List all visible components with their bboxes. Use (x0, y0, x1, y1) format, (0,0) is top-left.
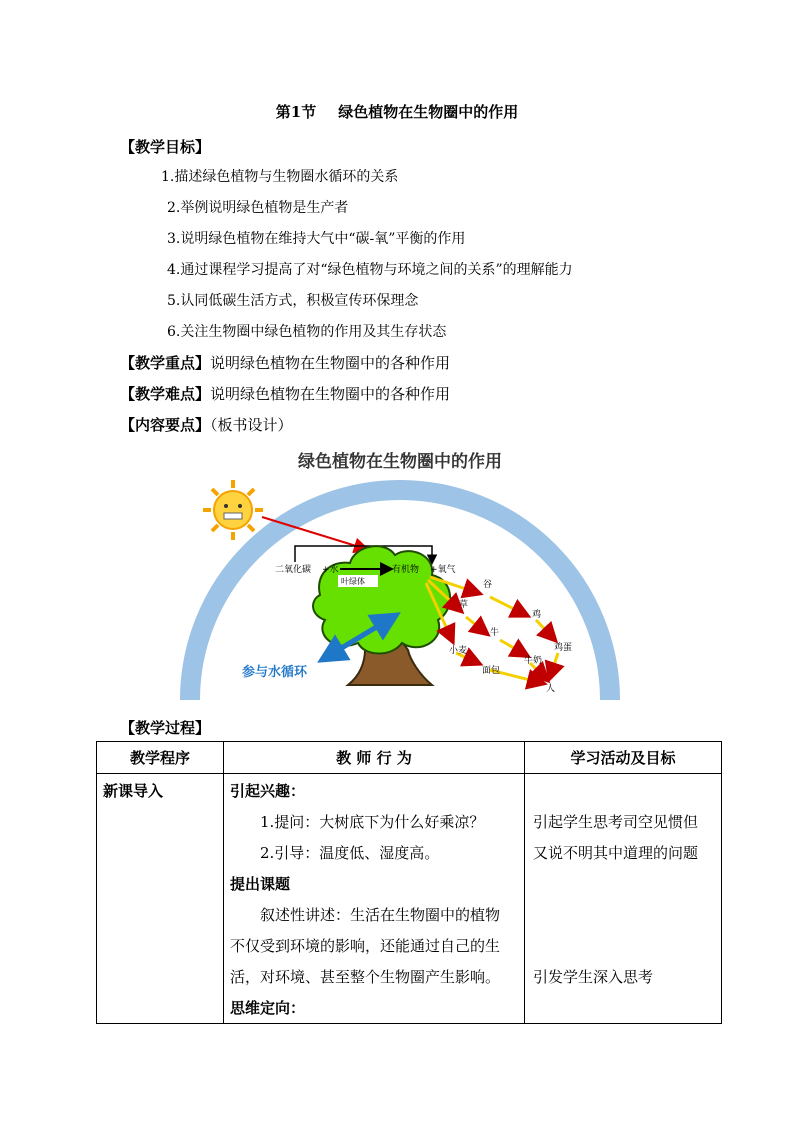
organic-label: 有机物 (392, 565, 420, 575)
difficulties-text: 说明绿色植物在生物圈中的各种作用 (210, 385, 451, 403)
sun-icon (203, 480, 263, 540)
objective-2: 2.举例说明绿色植物是生产者 (167, 200, 349, 216)
diagram-title: 绿色植物在生物圈中的作用 (298, 452, 502, 472)
student-goal-3: 引发学生深入思考 (533, 968, 654, 986)
column-header-teacher: 教 师 行 为 (224, 742, 525, 774)
wheat-label: 小麦 (449, 646, 468, 656)
student-goal-1: 引起学生思考司空见惯但 (533, 813, 699, 831)
difficulties (120, 383, 450, 404)
human-label: 人 (546, 684, 556, 694)
oxygen-label: +氧气 (430, 565, 456, 575)
milk-label: 牛奶 (524, 656, 543, 666)
table-header-row (97, 742, 722, 774)
objective-1: 1.描述绿色植物与生物圈水循环的关系 (161, 169, 399, 185)
stage-label: 新课导入 (103, 782, 164, 800)
section-name: 绿色植物在生物圈中的作用 (338, 103, 519, 121)
board-design-diagram (170, 445, 630, 710)
page-title (0, 101, 794, 122)
bread-label: 面包 (482, 666, 501, 676)
stage-cell (97, 774, 224, 1024)
grain-label: 谷 (483, 580, 493, 590)
egg-label: 鸡蛋 (554, 643, 573, 653)
objectives-heading: 【教学目标】 (120, 138, 211, 156)
process-heading: 【教学过程】 (120, 719, 211, 737)
student-cell (525, 774, 722, 1024)
co2-label: 二氧化碳 (275, 565, 312, 575)
key-points-label: 【教学重点】 (120, 354, 211, 372)
teacher-heading-topic: 提出课题 (230, 875, 291, 893)
objective-4: 4.通过课程学习提高了对“绿色植物与环境之间的关系”的理解能力 (167, 262, 573, 278)
teacher-narration-2: 不仅受到环境的影响，还能通过自己的生 (230, 937, 501, 955)
teacher-narration-3: 活，对环境、甚至整个生物圈产生影响。 (230, 968, 501, 986)
cow-label: 牛 (490, 628, 500, 638)
table-row (97, 774, 722, 1024)
objective-6: 6.关注生物圈中绿色植物的作用及其生存状态 (167, 324, 447, 340)
content-text: （板书设计） (210, 416, 293, 434)
objective-3: 3.说明绿色植物在维持大气中“碳-氧”平衡的作用 (167, 231, 466, 247)
section-number: 第1节 (275, 103, 317, 121)
water-cycle-label: 参与水循环 (242, 665, 308, 680)
teacher-heading-orientation: 思维定向： (230, 999, 306, 1017)
chicken-label: 鸡 (532, 610, 542, 620)
content-points (120, 414, 293, 435)
grass-label: 草 (459, 600, 469, 610)
column-header-stage: 教学程序 (97, 742, 224, 774)
key-points (120, 352, 450, 373)
student-goal-2: 又说不明其中道理的问题 (533, 844, 699, 862)
teacher-question: 1.提问：大树底下为什么好乘凉？ (260, 813, 485, 831)
water-label: +水 (322, 565, 339, 575)
column-header-student: 学习活动及目标 (525, 742, 722, 774)
chloroplast-label: 叶绿体 (341, 577, 365, 586)
difficulties-label: 【教学难点】 (120, 385, 211, 403)
content-label: 【内容要点】 (120, 416, 211, 434)
teaching-process-table (96, 741, 722, 1024)
key-points-text: 说明绿色植物在生物圈中的各种作用 (210, 354, 451, 372)
teacher-guide: 2.引导：温度低、湿度高。 (260, 844, 440, 862)
teacher-narration-1: 叙述性讲述：生活在生物圈中的植物 (260, 906, 501, 924)
teacher-cell (224, 774, 525, 1024)
objective-5: 5.认同低碳生活方式，积极宣传环保理念 (167, 293, 419, 309)
teacher-heading-interest: 引起兴趣： (230, 782, 306, 800)
